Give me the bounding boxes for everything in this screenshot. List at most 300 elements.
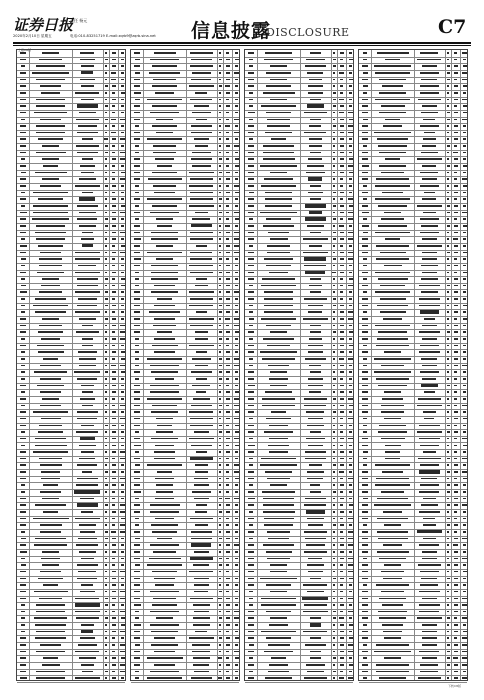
table-cell-text bbox=[105, 145, 108, 147]
table-cell-text bbox=[105, 112, 107, 114]
table-cell-text bbox=[248, 584, 255, 586]
table-cell-text bbox=[225, 225, 230, 227]
table-cell-text bbox=[349, 491, 352, 493]
table-cell-text bbox=[105, 438, 107, 440]
table-cell-text bbox=[194, 105, 209, 107]
table-cell-text bbox=[112, 252, 116, 254]
table-cell-text bbox=[155, 445, 174, 447]
table-cell-text bbox=[333, 265, 335, 267]
table-cell-text bbox=[381, 571, 403, 573]
table-cell-text bbox=[375, 99, 411, 101]
table-cell-text bbox=[269, 438, 288, 440]
table-cell-text bbox=[150, 611, 179, 613]
table-cell-text bbox=[463, 631, 467, 633]
table-cell-text bbox=[462, 438, 466, 440]
table-cell-text bbox=[226, 138, 229, 140]
table-cell-text bbox=[266, 637, 292, 639]
table-cell-text bbox=[383, 631, 403, 633]
table-cell-text bbox=[419, 491, 439, 493]
table-cell-text bbox=[226, 551, 230, 553]
table-cell-text bbox=[363, 464, 368, 466]
table-cell-text bbox=[333, 238, 336, 240]
table-cell-text bbox=[134, 438, 140, 440]
table-cell-text bbox=[33, 518, 69, 520]
table-cell-text bbox=[20, 504, 26, 506]
table-cell-text bbox=[135, 365, 140, 367]
table-cell-text bbox=[463, 185, 467, 187]
table-cell-text bbox=[36, 99, 65, 101]
table-cell-text bbox=[340, 298, 343, 300]
table-cell-text bbox=[82, 158, 92, 160]
table-cell-text bbox=[420, 671, 438, 673]
table-cell-text bbox=[226, 238, 229, 240]
table-cell-text bbox=[219, 318, 221, 320]
table-cell-text bbox=[263, 498, 293, 500]
table-cell-text bbox=[152, 172, 177, 174]
table-cell-text bbox=[383, 544, 402, 546]
table-cell-text bbox=[82, 391, 93, 393]
table-cell-text bbox=[82, 405, 94, 407]
table-cell-text bbox=[77, 578, 97, 580]
table-cell-text bbox=[20, 571, 26, 573]
table-cell-text bbox=[234, 185, 238, 187]
table-cell-text bbox=[463, 591, 467, 593]
table-cell-text bbox=[269, 272, 288, 274]
table-cell-text bbox=[155, 584, 174, 586]
table-cell-text bbox=[134, 531, 140, 533]
table-cell-text bbox=[381, 491, 404, 493]
table-cell-text bbox=[235, 538, 238, 540]
table-cell-text bbox=[463, 318, 467, 320]
table-cell-text bbox=[192, 72, 211, 74]
table-cell-text bbox=[135, 351, 140, 353]
table-cell-text bbox=[235, 272, 238, 274]
table-cell-text bbox=[196, 245, 206, 247]
table-cell-text bbox=[34, 112, 67, 114]
table-cell-text bbox=[266, 551, 292, 553]
table-cell-text bbox=[333, 484, 336, 486]
table-cell-text bbox=[81, 451, 95, 453]
table-cell-text bbox=[76, 617, 99, 619]
table-cell-text bbox=[454, 198, 457, 200]
table-cell-text bbox=[135, 617, 140, 619]
table-cell-text bbox=[21, 305, 26, 307]
table-cell-text bbox=[340, 232, 343, 234]
table-cell-text bbox=[20, 232, 27, 234]
table-cell-text bbox=[105, 212, 108, 214]
table-cell-text bbox=[189, 172, 214, 174]
table-cell-text bbox=[150, 671, 179, 673]
table-cell-text bbox=[153, 152, 177, 154]
table-cell-text bbox=[270, 371, 288, 373]
table-cell-text bbox=[454, 471, 458, 473]
table-cell-text bbox=[76, 145, 99, 147]
table-cell-text bbox=[40, 391, 62, 393]
table-cell-text bbox=[105, 564, 107, 566]
table-cell-text bbox=[420, 484, 439, 486]
table-cell-text bbox=[21, 205, 25, 207]
table-cell-text bbox=[76, 119, 98, 121]
table-cell-text bbox=[333, 478, 335, 480]
table-cell-text bbox=[121, 59, 124, 61]
table-cell-text bbox=[420, 185, 438, 187]
table-cell-text bbox=[422, 258, 436, 260]
table-cell-text bbox=[219, 192, 221, 194]
table-cell-text bbox=[218, 677, 221, 679]
table-cell-text bbox=[235, 531, 238, 533]
table-cell-text bbox=[454, 225, 458, 227]
table-cell-text bbox=[105, 238, 107, 240]
table-cell-text bbox=[419, 305, 439, 307]
table-cell-text bbox=[21, 285, 26, 287]
table-cell-text bbox=[304, 132, 326, 134]
table-cell-text bbox=[340, 591, 343, 593]
table-cell-text bbox=[154, 52, 176, 54]
table-cell-text bbox=[153, 551, 177, 553]
table-cell-text bbox=[454, 72, 458, 74]
table-cell-text bbox=[349, 617, 353, 619]
table-cell-text bbox=[36, 671, 66, 673]
table-cell-text bbox=[219, 378, 222, 380]
table-cell-text bbox=[447, 418, 449, 420]
table-cell-text bbox=[235, 378, 238, 380]
table-cell-text bbox=[134, 411, 140, 413]
table-cell-text bbox=[156, 491, 174, 493]
table-cell-text bbox=[363, 278, 367, 280]
table-cell-text bbox=[112, 325, 115, 327]
table-cell-text bbox=[349, 105, 353, 107]
table-cell-text bbox=[120, 611, 124, 613]
table-cell-text bbox=[235, 411, 239, 413]
table-cell-text bbox=[134, 212, 140, 214]
table-cell-text bbox=[226, 265, 229, 267]
table-cell-text bbox=[339, 112, 344, 114]
table-cell-text bbox=[147, 398, 182, 400]
table-cell-text bbox=[191, 371, 212, 373]
table-cell-text bbox=[235, 298, 238, 300]
table-cell-text bbox=[121, 584, 124, 586]
table-cell-text bbox=[340, 425, 343, 427]
table-cell-text bbox=[120, 451, 125, 453]
table-cell-text bbox=[266, 325, 291, 327]
table-cell-text bbox=[105, 125, 107, 127]
table-cell-text bbox=[421, 478, 437, 480]
table-cell-text bbox=[120, 405, 124, 407]
table-cell-text bbox=[219, 72, 221, 74]
table-cell-text bbox=[248, 278, 254, 280]
table-cell-text bbox=[111, 132, 116, 134]
table-cell-text bbox=[349, 192, 353, 194]
table-cell-text bbox=[190, 325, 213, 327]
table-cell-text bbox=[21, 278, 25, 280]
table-cell-text bbox=[80, 437, 95, 441]
table-cell-text bbox=[308, 177, 322, 181]
table-cell-text bbox=[190, 272, 213, 274]
table-cell-text bbox=[349, 119, 353, 121]
table-cell-text bbox=[226, 178, 230, 180]
table-cell-text bbox=[112, 491, 115, 493]
table-cell-text bbox=[234, 232, 239, 234]
table-cell-text bbox=[375, 72, 410, 74]
table-cell-text bbox=[21, 558, 26, 560]
table-cell-text bbox=[422, 198, 436, 200]
table-cell-text bbox=[219, 365, 222, 367]
table-cell-text bbox=[419, 298, 440, 300]
table-cell-text bbox=[348, 611, 353, 613]
table-cell-text bbox=[134, 591, 140, 593]
table-cell-text bbox=[226, 165, 229, 167]
table-cell-text bbox=[112, 571, 116, 573]
table-cell-text bbox=[134, 484, 140, 486]
table-cell-text bbox=[340, 584, 343, 586]
table-cell-text bbox=[362, 571, 369, 573]
table-cell-text bbox=[20, 245, 27, 247]
table-cell-text bbox=[333, 72, 335, 74]
table-cell-text bbox=[105, 391, 107, 393]
table-cell-text bbox=[463, 198, 466, 200]
table-cell-text bbox=[226, 531, 229, 533]
table-cell-text bbox=[120, 524, 125, 526]
table-cell-text bbox=[41, 478, 61, 480]
table-cell-text bbox=[333, 218, 336, 220]
table-cell-text bbox=[269, 624, 288, 626]
table-cell-text bbox=[362, 79, 368, 81]
table-column bbox=[130, 49, 240, 681]
table-cell-text bbox=[20, 165, 26, 167]
table-cell-text bbox=[463, 152, 466, 154]
table-cell-text bbox=[349, 351, 353, 353]
table-cell-text bbox=[79, 112, 96, 114]
table-cell-text bbox=[75, 518, 99, 520]
table-cell-text bbox=[226, 504, 230, 506]
table-cell-text bbox=[235, 265, 238, 267]
table-cell-text bbox=[81, 511, 93, 513]
table-cell-text bbox=[80, 591, 96, 593]
table-cell-text bbox=[226, 152, 229, 154]
table-cell-text bbox=[75, 651, 99, 653]
table-cell-text bbox=[190, 232, 213, 234]
table-cell-text bbox=[454, 531, 457, 533]
table-cell-text bbox=[235, 598, 238, 600]
table-cell-text bbox=[77, 218, 97, 220]
table-cell-text bbox=[134, 504, 141, 506]
table-cell-text bbox=[105, 298, 108, 300]
table-cell-text bbox=[333, 225, 336, 227]
table-cell-text bbox=[463, 511, 467, 513]
table-cell-text bbox=[226, 451, 230, 453]
table-cell-text bbox=[234, 544, 239, 546]
table-cell-text bbox=[266, 112, 292, 114]
table-cell-text bbox=[121, 425, 124, 427]
table-cell-text bbox=[447, 311, 450, 313]
table-cell-text bbox=[34, 617, 67, 619]
table-cell-text bbox=[112, 265, 115, 267]
table-cell-text bbox=[226, 584, 229, 586]
table-cell-text bbox=[235, 338, 238, 340]
table-cell-text bbox=[362, 371, 368, 373]
table-cell-text bbox=[219, 418, 221, 420]
table-cell-text bbox=[447, 92, 449, 94]
table-cell-text bbox=[248, 471, 253, 473]
table-cell-text bbox=[263, 504, 293, 506]
table-cell-text bbox=[376, 584, 410, 586]
table-cell-text bbox=[340, 371, 344, 373]
table-cell-text bbox=[447, 252, 450, 254]
table-cell-text bbox=[20, 99, 26, 101]
table-cell-text bbox=[248, 212, 253, 214]
table-cell-text bbox=[340, 172, 344, 174]
table-cell-text bbox=[120, 418, 124, 420]
table-cell-text bbox=[235, 511, 238, 513]
table-cell-text bbox=[376, 644, 409, 646]
table-cell-text bbox=[219, 578, 221, 580]
table-cell-text bbox=[190, 198, 213, 200]
table-cell-text bbox=[120, 232, 125, 234]
table-cell-text bbox=[303, 584, 327, 586]
table-cell-text bbox=[463, 584, 466, 586]
table-cell-text bbox=[219, 464, 221, 466]
table-cell-text bbox=[154, 192, 174, 194]
table-cell-text bbox=[20, 664, 27, 666]
table-cell-text bbox=[462, 212, 466, 214]
table-cell-text bbox=[463, 225, 467, 227]
table-cell-text bbox=[249, 325, 254, 327]
table-cell-text bbox=[226, 59, 230, 61]
table-cell-text bbox=[463, 491, 466, 493]
table-cell-text bbox=[194, 578, 208, 580]
table-cell-text bbox=[20, 511, 26, 513]
table-cell-text bbox=[447, 571, 449, 573]
table-cell-text bbox=[235, 165, 239, 167]
table-cell-text bbox=[191, 531, 213, 533]
table-cell-text bbox=[454, 624, 458, 626]
table-cell-text bbox=[20, 584, 26, 586]
table-cell-text bbox=[261, 285, 296, 287]
table-cell-text bbox=[263, 544, 295, 546]
table-cell-text bbox=[112, 398, 115, 400]
table-cell-text bbox=[111, 365, 116, 367]
table-cell-text bbox=[454, 99, 458, 101]
table-cell-text bbox=[151, 265, 178, 267]
table-cell-text bbox=[447, 132, 449, 134]
table-cell-text bbox=[149, 558, 181, 560]
table-cell-text bbox=[37, 272, 64, 274]
table-cell-text bbox=[112, 391, 116, 393]
table-cell-text bbox=[105, 484, 108, 486]
table-cell-text bbox=[333, 544, 335, 546]
table-cell-text bbox=[76, 544, 98, 546]
table-cell-text bbox=[363, 218, 367, 220]
table-cell-text bbox=[112, 258, 115, 260]
table-cell-text bbox=[447, 72, 450, 74]
table-cell-text bbox=[362, 544, 367, 546]
table-cell-text bbox=[235, 225, 238, 227]
table-cell-text bbox=[270, 79, 288, 81]
table-cell-text bbox=[150, 504, 180, 506]
table-cell-text bbox=[234, 418, 238, 420]
table-cell-text bbox=[105, 617, 108, 619]
table-cell-text bbox=[75, 92, 99, 94]
table-cell-text bbox=[192, 218, 210, 220]
table-cell-text bbox=[80, 165, 95, 167]
table-cell-text bbox=[121, 431, 124, 433]
table-cell-text bbox=[340, 218, 343, 220]
table-cell-text bbox=[191, 677, 212, 679]
table-cell-text bbox=[333, 125, 336, 127]
table-cell-text bbox=[264, 518, 294, 520]
table-cell-text bbox=[112, 551, 115, 553]
table-cell-text bbox=[235, 92, 238, 94]
table-cell-text bbox=[349, 591, 353, 593]
table-cell-text bbox=[383, 318, 402, 320]
table-cell-text bbox=[308, 571, 324, 573]
table-cell-text bbox=[235, 371, 239, 373]
table-cell-text bbox=[121, 345, 125, 347]
table-cell-text bbox=[195, 511, 207, 513]
table-cell-text bbox=[463, 125, 467, 127]
table-cell-text bbox=[79, 318, 95, 320]
table-cell-text bbox=[42, 278, 59, 280]
table-cell-text bbox=[381, 105, 405, 107]
table-cell-text bbox=[152, 125, 177, 127]
table-cell-text bbox=[191, 543, 211, 547]
table-cell-text bbox=[447, 138, 449, 140]
table-cell-text bbox=[333, 232, 336, 234]
table-cell-text bbox=[135, 345, 139, 347]
table-cell-text bbox=[419, 604, 440, 606]
table-cell-text bbox=[153, 145, 175, 147]
table-cell-text bbox=[235, 311, 238, 313]
table-cell-text bbox=[226, 464, 229, 466]
table-cell-text bbox=[447, 338, 449, 340]
table-cell-text bbox=[454, 604, 458, 606]
table-cell-text bbox=[420, 72, 438, 74]
table-cell-text bbox=[248, 112, 255, 114]
table-cell-text bbox=[235, 631, 238, 633]
table-cell-text bbox=[340, 192, 344, 194]
table-cell-text bbox=[385, 451, 400, 453]
table-cell-text bbox=[462, 598, 467, 600]
table-cell-text bbox=[194, 611, 210, 613]
table-cell-text bbox=[235, 59, 239, 61]
table-cell-text bbox=[156, 132, 173, 134]
table-cell-text bbox=[105, 291, 108, 293]
table-cell-text bbox=[112, 351, 116, 353]
table-cell-text bbox=[20, 398, 27, 400]
table-cell-text bbox=[348, 558, 353, 560]
table-cell-text bbox=[454, 365, 458, 367]
table-cell-text bbox=[39, 265, 62, 267]
table-cell-text bbox=[120, 631, 125, 633]
table-cell-text bbox=[384, 351, 401, 353]
table-cell-text bbox=[454, 551, 458, 553]
table-cell-text bbox=[348, 258, 352, 260]
table-cell-text bbox=[105, 425, 108, 427]
table-cell-text bbox=[105, 538, 108, 540]
table-cell-text bbox=[447, 112, 450, 114]
table-cell-text bbox=[248, 172, 254, 174]
table-cell-text bbox=[333, 185, 335, 187]
table-cell-text bbox=[340, 418, 343, 420]
table-cell-text bbox=[226, 484, 229, 486]
table-cell-text bbox=[134, 119, 140, 121]
table-cell-text bbox=[379, 558, 406, 560]
table-cell-text bbox=[226, 657, 229, 659]
table-cell-text bbox=[150, 112, 180, 114]
table-cell-text bbox=[308, 345, 324, 347]
table-cell-text bbox=[112, 431, 116, 433]
table-cell-text bbox=[219, 604, 221, 606]
